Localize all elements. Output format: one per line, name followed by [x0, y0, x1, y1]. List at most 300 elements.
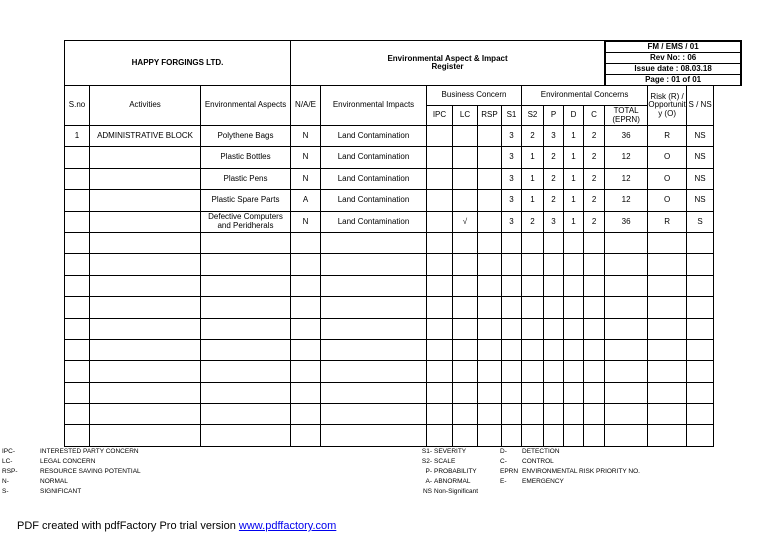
- cell-lc: [453, 147, 478, 168]
- register-sheet: [64, 40, 721, 447]
- pdf-footer: [17, 520, 336, 532]
- cell-sno: [65, 147, 90, 168]
- legend-value: ENVIRONMENTAL RISK PRIORITY NO.: [522, 468, 640, 475]
- cell-impact: Land Contamination: [321, 126, 427, 147]
- cell-s1: [502, 254, 522, 275]
- legend-item: [500, 477, 720, 487]
- cell-nae: [291, 425, 321, 446]
- cell-sno: 1: [65, 126, 90, 147]
- cell-s1: 3: [502, 190, 522, 211]
- cell-s2: [522, 361, 544, 382]
- cell-total: [605, 339, 648, 360]
- table-row: [65, 232, 742, 253]
- cell-p: 2: [544, 147, 564, 168]
- col-header-ipc: IPC: [427, 106, 453, 126]
- cell-s2: [522, 232, 544, 253]
- table-row: [65, 297, 742, 318]
- cell-aspect: Plastic Bottles: [201, 147, 291, 168]
- cell-s1: 3: [502, 147, 522, 168]
- cell-sno: [65, 425, 90, 446]
- col-header-nae: N/A/E: [291, 86, 321, 126]
- cell-nae: N: [291, 211, 321, 232]
- cell-s2: 1: [522, 168, 544, 189]
- cell-total: [605, 404, 648, 425]
- cell-rsp: [478, 318, 502, 339]
- cell-risk: [648, 254, 687, 275]
- cell-ipc: [427, 190, 453, 211]
- cell-p: [544, 339, 564, 360]
- cell-sno: [65, 275, 90, 296]
- col-header-impacts: Environmental Impacts: [321, 86, 427, 126]
- legend-value: NORMAL: [40, 478, 68, 485]
- cell-d: [564, 297, 584, 318]
- cell-activity: [90, 168, 201, 189]
- form-number: FM / EMS / 01: [606, 42, 741, 53]
- cell-activity: ADMINISTRATIVE BLOCK: [90, 126, 201, 147]
- cell-ipc: [427, 318, 453, 339]
- cell-rsp: [478, 425, 502, 446]
- cell-p: [544, 297, 564, 318]
- cell-sno: [65, 297, 90, 318]
- cell-s2: 1: [522, 147, 544, 168]
- cell-sno: [65, 339, 90, 360]
- cell-d: [564, 404, 584, 425]
- col-header-risk: Risk (R) / Opportunit y (O): [648, 86, 687, 126]
- table-row: [65, 147, 742, 168]
- cell-ipc: [427, 361, 453, 382]
- register-table: [64, 40, 742, 447]
- legend-key: E-: [500, 478, 507, 485]
- cell-rsp: [478, 297, 502, 318]
- cell-s2: [522, 318, 544, 339]
- table-row: [65, 275, 742, 296]
- legend-key: NS: [422, 488, 432, 495]
- cell-total: [605, 297, 648, 318]
- cell-rsp: [478, 126, 502, 147]
- cell-d: 1: [564, 147, 584, 168]
- cell-ipc: [427, 126, 453, 147]
- cell-sns: [687, 339, 714, 360]
- cell-s2: [522, 339, 544, 360]
- cell-rsp: [478, 211, 502, 232]
- cell-total: 12: [605, 190, 648, 211]
- legend-item: [410, 467, 510, 477]
- document-title: [291, 41, 605, 86]
- cell-s2: [522, 382, 544, 403]
- col-header-total: TOTAL (EPRN): [605, 106, 648, 126]
- footer-link[interactable]: www.pdffactory.com: [238, 520, 337, 532]
- cell-sns: [687, 382, 714, 403]
- cell-risk: [648, 339, 687, 360]
- table-row: [65, 404, 742, 425]
- table-row: [65, 254, 742, 275]
- cell-risk: [648, 275, 687, 296]
- table-row: [65, 361, 742, 382]
- cell-c: 2: [584, 190, 605, 211]
- cell-c: [584, 361, 605, 382]
- cell-c: 2: [584, 211, 605, 232]
- cell-ipc: [427, 275, 453, 296]
- cell-d: [564, 254, 584, 275]
- cell-lc: [453, 275, 478, 296]
- cell-sno: [65, 254, 90, 275]
- col-header-s1: S1: [502, 106, 522, 126]
- cell-ipc: [427, 168, 453, 189]
- table-row: [65, 190, 742, 211]
- cell-total: [605, 425, 648, 446]
- cell-nae: [291, 254, 321, 275]
- cell-activity: [90, 339, 201, 360]
- cell-sns: NS: [687, 126, 714, 147]
- legend-key: S1-: [421, 448, 432, 455]
- legend-key: P-: [425, 468, 432, 475]
- cell-d: 1: [564, 211, 584, 232]
- cell-nae: A: [291, 190, 321, 211]
- cell-nae: N: [291, 147, 321, 168]
- cell-p: 3: [544, 211, 564, 232]
- cell-c: [584, 404, 605, 425]
- cell-p: [544, 425, 564, 446]
- cell-s2: [522, 297, 544, 318]
- cell-aspect: [201, 404, 291, 425]
- cell-aspect: [201, 275, 291, 296]
- cell-total: 36: [605, 126, 648, 147]
- cell-c: 2: [584, 126, 605, 147]
- cell-c: [584, 232, 605, 253]
- revision-number: Rev No: : 06: [606, 53, 741, 64]
- cell-impact: [321, 254, 427, 275]
- cell-aspect: Polythene Bags: [201, 126, 291, 147]
- cell-aspect: [201, 297, 291, 318]
- cell-s2: [522, 254, 544, 275]
- cell-d: [564, 361, 584, 382]
- cell-risk: [648, 425, 687, 446]
- cell-activity: [90, 190, 201, 211]
- register-body: [65, 126, 742, 447]
- cell-s1: [502, 339, 522, 360]
- cell-s1: [502, 361, 522, 382]
- cell-aspect: [201, 339, 291, 360]
- cell-ipc: [427, 211, 453, 232]
- cell-s1: [502, 425, 522, 446]
- cell-d: 1: [564, 126, 584, 147]
- cell-sns: [687, 232, 714, 253]
- legend-key: C-: [500, 458, 507, 465]
- legend-value: Non-Significant: [434, 488, 479, 495]
- cell-activity: [90, 232, 201, 253]
- cell-s1: [502, 318, 522, 339]
- cell-impact: [321, 232, 427, 253]
- col-header-env-concerns: Environmental Concerns: [522, 86, 648, 106]
- legend-value: LEGAL CONCERN: [40, 458, 96, 465]
- cell-nae: [291, 318, 321, 339]
- cell-s2: 1: [522, 190, 544, 211]
- cell-s1: 3: [502, 126, 522, 147]
- cell-aspect: Plastic Spare Parts: [201, 190, 291, 211]
- cell-nae: [291, 361, 321, 382]
- cell-risk: [648, 318, 687, 339]
- cell-rsp: [478, 339, 502, 360]
- legend-value: SIGNIFICANT: [40, 488, 82, 495]
- legend-key: S-: [2, 488, 9, 495]
- table-row: [65, 318, 742, 339]
- legend-item: [410, 487, 510, 497]
- table-row: [65, 126, 742, 147]
- cell-s1: [502, 275, 522, 296]
- cell-p: [544, 404, 564, 425]
- col-header-d: D: [564, 106, 584, 126]
- cell-p: [544, 318, 564, 339]
- cell-impact: [321, 297, 427, 318]
- cell-s2: [522, 275, 544, 296]
- cell-impact: [321, 318, 427, 339]
- cell-s1: 3: [502, 211, 522, 232]
- cell-s1: [502, 404, 522, 425]
- cell-ipc: [427, 382, 453, 403]
- cell-sns: [687, 297, 714, 318]
- cell-risk: [648, 382, 687, 403]
- col-header-aspects: Environmental Aspects: [201, 86, 291, 126]
- cell-lc: [453, 425, 478, 446]
- col-header-c: C: [584, 106, 605, 126]
- cell-lc: [453, 254, 478, 275]
- cell-sns: [687, 404, 714, 425]
- cell-activity: [90, 425, 201, 446]
- legend-item: [2, 447, 242, 457]
- cell-lc: [453, 318, 478, 339]
- cell-activity: [90, 361, 201, 382]
- cell-sns: NS: [687, 168, 714, 189]
- cell-aspect: Defective Computers and Peridherals: [201, 211, 291, 232]
- cell-rsp: [478, 254, 502, 275]
- cell-d: [564, 275, 584, 296]
- cell-lc: [453, 190, 478, 211]
- cell-nae: [291, 339, 321, 360]
- legend-key: LC-: [2, 458, 13, 465]
- cell-activity: [90, 211, 201, 232]
- legend-item: [410, 477, 510, 487]
- cell-sns: NS: [687, 190, 714, 211]
- cell-risk: O: [648, 190, 687, 211]
- table-row: [65, 211, 742, 232]
- cell-d: [564, 318, 584, 339]
- legend-value: EMERGENCY: [522, 478, 564, 485]
- cell-p: [544, 232, 564, 253]
- cell-sns: [687, 361, 714, 382]
- cell-lc: [453, 382, 478, 403]
- cell-activity: [90, 147, 201, 168]
- cell-aspect: [201, 425, 291, 446]
- cell-nae: [291, 275, 321, 296]
- cell-d: [564, 339, 584, 360]
- title-line-1: Environmental Aspect & Impact: [387, 53, 508, 63]
- cell-d: [564, 425, 584, 446]
- cell-total: [605, 275, 648, 296]
- col-header-business-concern: Business Concern: [427, 86, 522, 106]
- cell-sns: [687, 318, 714, 339]
- cell-activity: [90, 382, 201, 403]
- legend-value: CONTROL: [522, 458, 554, 465]
- legend-value: DETECTION: [522, 448, 560, 455]
- table-row: [65, 425, 742, 446]
- cell-nae: [291, 297, 321, 318]
- cell-risk: [648, 232, 687, 253]
- cell-rsp: [478, 147, 502, 168]
- legend-item: [2, 487, 242, 497]
- legend-key: EPRN: [500, 468, 519, 475]
- cell-risk: R: [648, 211, 687, 232]
- cell-p: 2: [544, 168, 564, 189]
- cell-total: [605, 232, 648, 253]
- cell-risk: [648, 297, 687, 318]
- cell-c: [584, 382, 605, 403]
- cell-lc: [453, 339, 478, 360]
- title-line-2: Register: [431, 62, 464, 71]
- cell-rsp: [478, 275, 502, 296]
- legend-item: [500, 457, 720, 467]
- col-header-sns: S / NS: [687, 86, 714, 126]
- cell-sno: [65, 361, 90, 382]
- cell-sns: [687, 275, 714, 296]
- cell-impact: [321, 339, 427, 360]
- cell-risk: O: [648, 147, 687, 168]
- legend-item: [410, 447, 510, 457]
- cell-total: [605, 254, 648, 275]
- col-header-rsp: RSP: [478, 106, 502, 126]
- cell-impact: Land Contamination: [321, 147, 427, 168]
- company-name: HAPPY FORGINGS LTD.: [65, 41, 291, 86]
- cell-impact: Land Contamination: [321, 211, 427, 232]
- cell-impact: [321, 382, 427, 403]
- document-meta: [605, 41, 742, 86]
- cell-s2: 2: [522, 126, 544, 147]
- footer-text: PDF created with pdfFactory Pro trial version: [17, 520, 239, 532]
- cell-sno: [65, 190, 90, 211]
- legend-value: RESOURCE SAVING POTENTIAL: [40, 468, 141, 475]
- cell-ipc: [427, 232, 453, 253]
- cell-s2: [522, 425, 544, 446]
- cell-impact: Land Contamination: [321, 168, 427, 189]
- cell-activity: [90, 297, 201, 318]
- cell-lc: [453, 297, 478, 318]
- cell-d: [564, 382, 584, 403]
- legend-value: PROBABILITY: [434, 468, 477, 475]
- cell-sno: [65, 211, 90, 232]
- col-header-p: P: [544, 106, 564, 126]
- cell-s1: 3: [502, 168, 522, 189]
- legend-column-2: [410, 447, 510, 497]
- cell-lc: [453, 232, 478, 253]
- issue-date: Issue date : 08.03.18: [606, 64, 741, 75]
- cell-lc: [453, 168, 478, 189]
- cell-impact: [321, 425, 427, 446]
- cell-d: [564, 232, 584, 253]
- cell-nae: N: [291, 168, 321, 189]
- cell-aspect: [201, 318, 291, 339]
- cell-nae: N: [291, 126, 321, 147]
- cell-nae: [291, 232, 321, 253]
- legend-key: S2-: [421, 458, 432, 465]
- cell-rsp: [478, 232, 502, 253]
- cell-impact: [321, 361, 427, 382]
- cell-total: [605, 318, 648, 339]
- page-number: Page : 01 of 01: [606, 75, 741, 86]
- cell-lc: [453, 404, 478, 425]
- cell-rsp: [478, 382, 502, 403]
- cell-c: 2: [584, 168, 605, 189]
- table-row: [65, 339, 742, 360]
- cell-p: [544, 275, 564, 296]
- col-header-activities: Activities: [90, 86, 201, 126]
- legend-item: [2, 467, 242, 477]
- cell-activity: [90, 404, 201, 425]
- cell-aspect: [201, 382, 291, 403]
- cell-p: [544, 361, 564, 382]
- cell-c: [584, 318, 605, 339]
- cell-s1: [502, 382, 522, 403]
- cell-sno: [65, 318, 90, 339]
- cell-risk: [648, 361, 687, 382]
- cell-activity: [90, 254, 201, 275]
- legend-key: RSP-: [2, 468, 18, 475]
- cell-sns: S: [687, 211, 714, 232]
- cell-sns: [687, 254, 714, 275]
- cell-activity: [90, 318, 201, 339]
- cell-ipc: [427, 297, 453, 318]
- cell-lc: √: [453, 211, 478, 232]
- cell-rsp: [478, 404, 502, 425]
- legend-key: N-: [2, 478, 9, 485]
- cell-c: [584, 254, 605, 275]
- cell-rsp: [478, 361, 502, 382]
- cell-impact: Land Contamination: [321, 190, 427, 211]
- cell-c: [584, 275, 605, 296]
- cell-ipc: [427, 339, 453, 360]
- legend-value: SCALE: [434, 458, 456, 465]
- legend-value: ABNORMAL: [434, 478, 471, 485]
- cell-impact: [321, 275, 427, 296]
- cell-s1: [502, 232, 522, 253]
- cell-ipc: [427, 425, 453, 446]
- cell-aspect: [201, 232, 291, 253]
- legend: [2, 447, 721, 501]
- cell-ipc: [427, 147, 453, 168]
- legend-item: [2, 477, 242, 487]
- cell-impact: [321, 404, 427, 425]
- cell-aspect: Plastic Pens: [201, 168, 291, 189]
- cell-d: 1: [564, 190, 584, 211]
- cell-sno: [65, 232, 90, 253]
- cell-c: [584, 339, 605, 360]
- cell-risk: R: [648, 126, 687, 147]
- cell-p: [544, 254, 564, 275]
- cell-risk: O: [648, 168, 687, 189]
- cell-sns: NS: [687, 147, 714, 168]
- cell-d: 1: [564, 168, 584, 189]
- cell-p: 3: [544, 126, 564, 147]
- col-header-lc: LC: [453, 106, 478, 126]
- cell-c: [584, 425, 605, 446]
- cell-s2: [522, 404, 544, 425]
- cell-total: 12: [605, 168, 648, 189]
- cell-c: 2: [584, 147, 605, 168]
- cell-aspect: [201, 361, 291, 382]
- legend-value: INTERESTED PARTY CONCERN: [40, 448, 139, 455]
- cell-p: 2: [544, 190, 564, 211]
- cell-s2: 2: [522, 211, 544, 232]
- col-header-sno: S.no: [65, 86, 90, 126]
- cell-aspect: [201, 254, 291, 275]
